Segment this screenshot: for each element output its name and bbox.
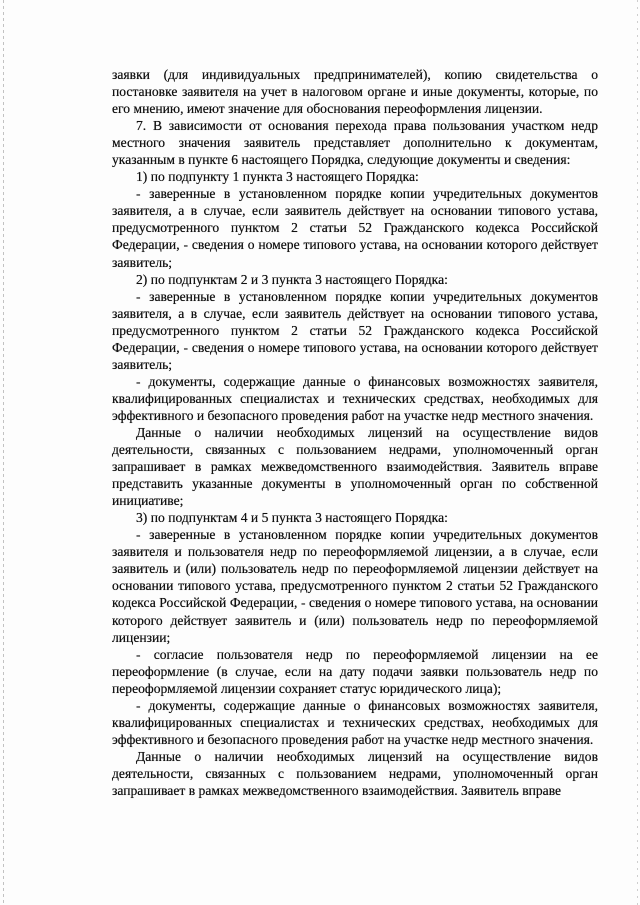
paragraph-dash-constituent-docs: - заверенные в установленном порядке копии учредительных документов заявителя, а в случае, если заявитель действует на основании типового устава, предусмотренного пунктом 2 статьи 52 Гражданского кодекса Российской Федерации, - сведения о номере типового устава, на основании которого действует заявитель; bbox=[112, 288, 598, 372]
paragraph-dash-constituent-docs: - заверенные в установленном порядке копии учредительных документов заявителя, а в случае, если заявитель действует на основании типового устава, предусмотренного пунктом 2 статьи 52 Гражданского кодекса Российской Федерации, - сведения о номере типового устава, на основании которого действует заявитель; bbox=[112, 186, 598, 270]
paragraph-dash-financial-docs: - документы, содержащие данные о финансовых возможностях заявителя, квалифицированных специалистах и технических средствах, необходимых для эффективного и безопасного проведения работ на участке недр местного значения. bbox=[112, 697, 598, 747]
scan-edge-right bbox=[637, 0, 638, 905]
paragraph-subitem-3: 3) по подпунктам 4 и 5 пункта 3 настоящего Порядка: bbox=[136, 510, 448, 526]
scan-edge-left bbox=[3, 0, 4, 905]
paragraph-dash-constituent-docs-user: - заверенные в установленном порядке копии учредительных документов заявителя и пользователя недр по переоформляемой лицензии, а в случае, если заявитель и (или) пользователь недр по переоформляемой лицензии действует на основании типового устава, предусмотренного пунктом 2 статьи 52 Гражданского кодекса Российской Федерации, - сведения о номере типового устава, на основании которого действует заявитель и (или) пользователь недр по переоформляемой лицензии; bbox=[112, 527, 598, 645]
paragraph-dash-financial-docs: - документы, содержащие данные о финансовых возможностях заявителя, квалифицированных специалистах и технических средствах, необходимых для эффективного и безопасного проведения работ на участке недр местного значения. bbox=[112, 373, 598, 423]
paragraph-subitem-2: 2) по подпунктам 2 и 3 пункта 3 настоящего Порядка: bbox=[136, 271, 448, 287]
paragraph-subitem-1: 1) по подпункту 1 пункта 3 настоящего Порядка: bbox=[136, 169, 419, 185]
document-body bbox=[112, 66, 598, 799]
paragraph-dash-consent: - согласие пользователя недр по переоформляемой лицензии на ее переоформление (в случае, если на дату подачи заявки пользователь недр по переоформляемой лицензии сохраняет статус юридического лица); bbox=[112, 646, 598, 696]
paragraph-licenses-data: Данные о наличии необходимых лицензий на осуществление видов деятельности, связанных с пользованием недрами, уполномоченный орган запрашивает в рамках межведомственного взаимодействия. Заявитель вправе bbox=[112, 748, 598, 798]
paragraph-continuation: заявки (для индивидуальных предпринимателей), копию свидетельства о постановке заявителя на учет в налоговом органе и иные документы, которые, по его мнению, имеют значение для обоснования переоформления лицензии. bbox=[112, 67, 598, 117]
paragraph-licenses-data: Данные о наличии необходимых лицензий на осуществление видов деятельности, связанных с пользованием недрами, уполномоченный орган запрашивает в рамках межведомственного взаимодействия. Заявитель вправе представить указанные документы в уполномоченный орган по собственной инициативе; bbox=[112, 424, 598, 509]
paragraph-item-7: 7. В зависимости от основания перехода права пользования участком недр местного значения заявитель представляет дополнительно к документам, указанным в пункте 6 настоящего Порядка, следующие документы и сведения: bbox=[112, 118, 598, 168]
